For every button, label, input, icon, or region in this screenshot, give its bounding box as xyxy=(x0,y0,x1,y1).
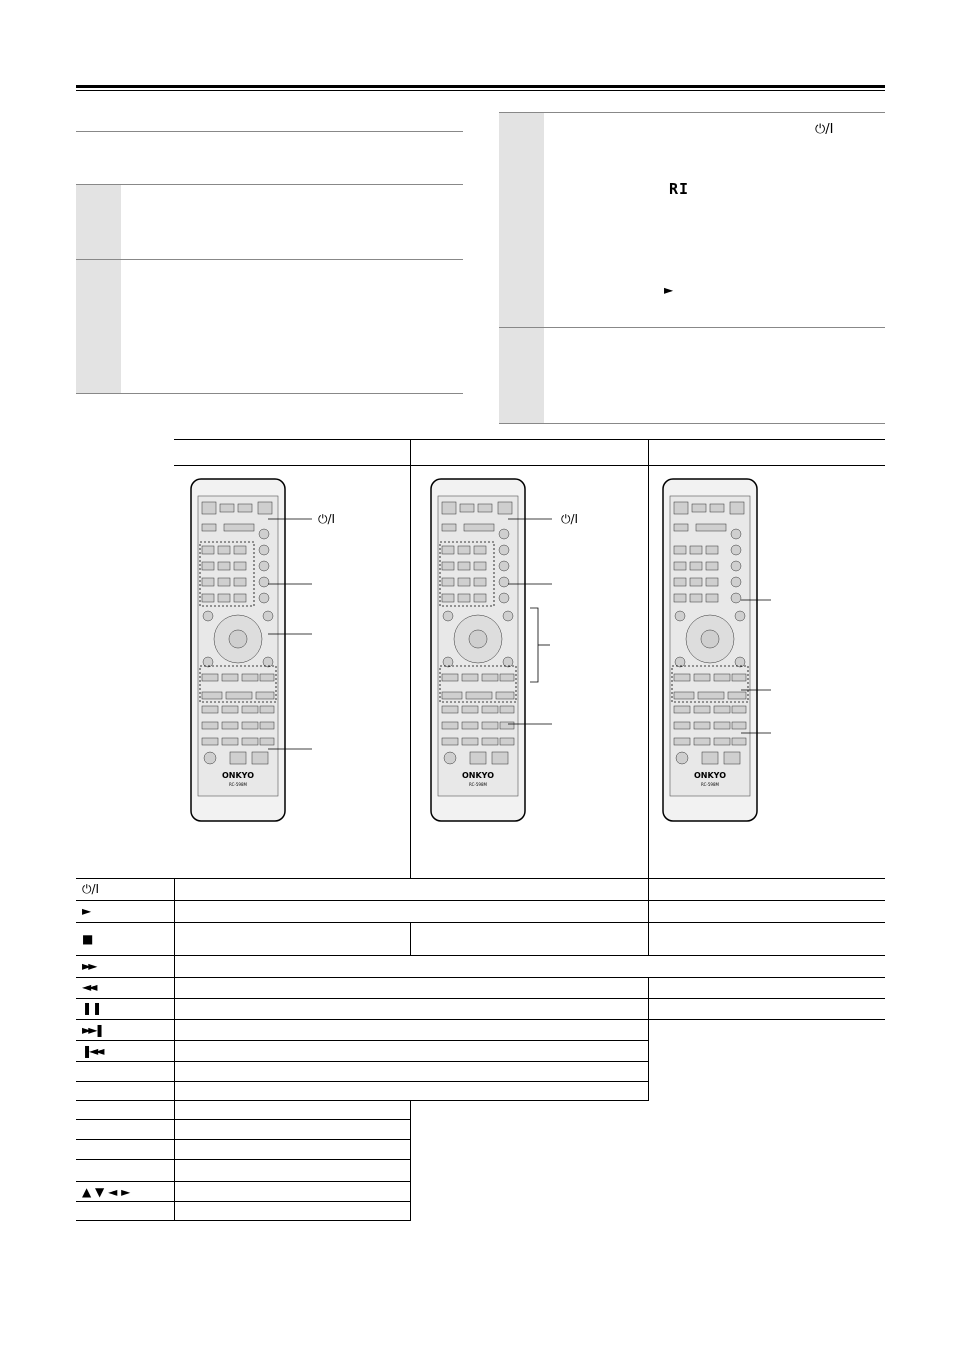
right-step2-bar xyxy=(499,328,544,423)
table-rule-10 xyxy=(76,1100,649,1101)
panel-divider-2 xyxy=(648,439,649,878)
table-rule-7 xyxy=(76,1040,649,1041)
table-rule-16 xyxy=(76,1220,411,1221)
table-rule-8 xyxy=(76,1061,649,1062)
table-rule-0 xyxy=(76,878,885,879)
pause-icon: ❚❚ xyxy=(82,1001,103,1015)
left-step1-bar xyxy=(76,185,121,259)
table-col-line-3 xyxy=(648,878,649,955)
remote2-callouts xyxy=(500,500,560,760)
left-section-rule xyxy=(76,131,463,132)
remote1-power-label: ⏻/I xyxy=(318,512,336,526)
table-rule-2 xyxy=(76,922,885,923)
table-rule-12 xyxy=(76,1139,411,1140)
table-rule-4 xyxy=(76,977,885,978)
header-rule-thick xyxy=(76,85,885,88)
table-rule-11 xyxy=(76,1119,411,1120)
table-rule-13 xyxy=(76,1159,411,1160)
previous-track-icon: ❚◄◄ xyxy=(82,1044,102,1058)
panel-top-rule xyxy=(174,439,885,440)
right-step2-top-rule xyxy=(499,327,885,328)
next-track-icon: ►►❚ xyxy=(82,1023,102,1037)
left-step1-top-rule xyxy=(76,184,463,185)
table-rule-3 xyxy=(76,955,885,956)
right-step1-bar xyxy=(499,113,544,327)
power-icon: ⏻/I xyxy=(82,882,100,896)
rewind-icon: ◄◄ xyxy=(82,980,95,994)
panel-divider-1 xyxy=(410,439,411,878)
remote3-callouts xyxy=(735,590,775,750)
stop-icon: ■ xyxy=(82,932,94,946)
table-col-line-3b xyxy=(648,977,649,1100)
table-rule-15 xyxy=(76,1201,411,1202)
remote-brand-1: ONKYO xyxy=(221,771,255,780)
left-step2-bar xyxy=(76,260,121,393)
power-icon: ⏻/I xyxy=(815,122,834,137)
left-step2-top-rule xyxy=(76,259,463,260)
play-icon: ► xyxy=(664,283,674,297)
table-rule-6 xyxy=(76,1019,885,1020)
right-steps-bottom-rule xyxy=(499,423,885,424)
table-col-line-2b xyxy=(410,1100,411,1220)
fast-forward-icon: ►► xyxy=(82,959,95,973)
arrow-keys-icon: ▲ ▼ ◄ ► xyxy=(82,1185,131,1199)
panel-header-rule xyxy=(174,465,885,466)
table-rule-9 xyxy=(76,1081,649,1082)
remote-brand-3: ONKYO xyxy=(693,771,727,780)
remote-model-3: RC-598M xyxy=(701,782,719,787)
remote-model-2: RC-598M xyxy=(469,782,487,787)
table-col-line-2 xyxy=(410,922,411,955)
remote-brand-2: ONKYO xyxy=(461,771,495,780)
remote-model-1: RC-598M xyxy=(229,782,247,787)
remote1-callouts xyxy=(260,500,320,760)
ri-logo: RI xyxy=(669,180,690,198)
table-rule-1 xyxy=(76,900,885,901)
right-step1-top-rule xyxy=(499,112,885,113)
play-icon: ► xyxy=(82,904,92,918)
table-rule-14 xyxy=(76,1181,411,1182)
remote2-power-label: ⏻/I xyxy=(561,512,579,526)
table-rule-5 xyxy=(76,998,885,999)
table-col-line-1 xyxy=(174,878,175,1220)
header-rule-thin xyxy=(76,90,885,91)
left-steps-bottom-rule xyxy=(76,393,463,394)
